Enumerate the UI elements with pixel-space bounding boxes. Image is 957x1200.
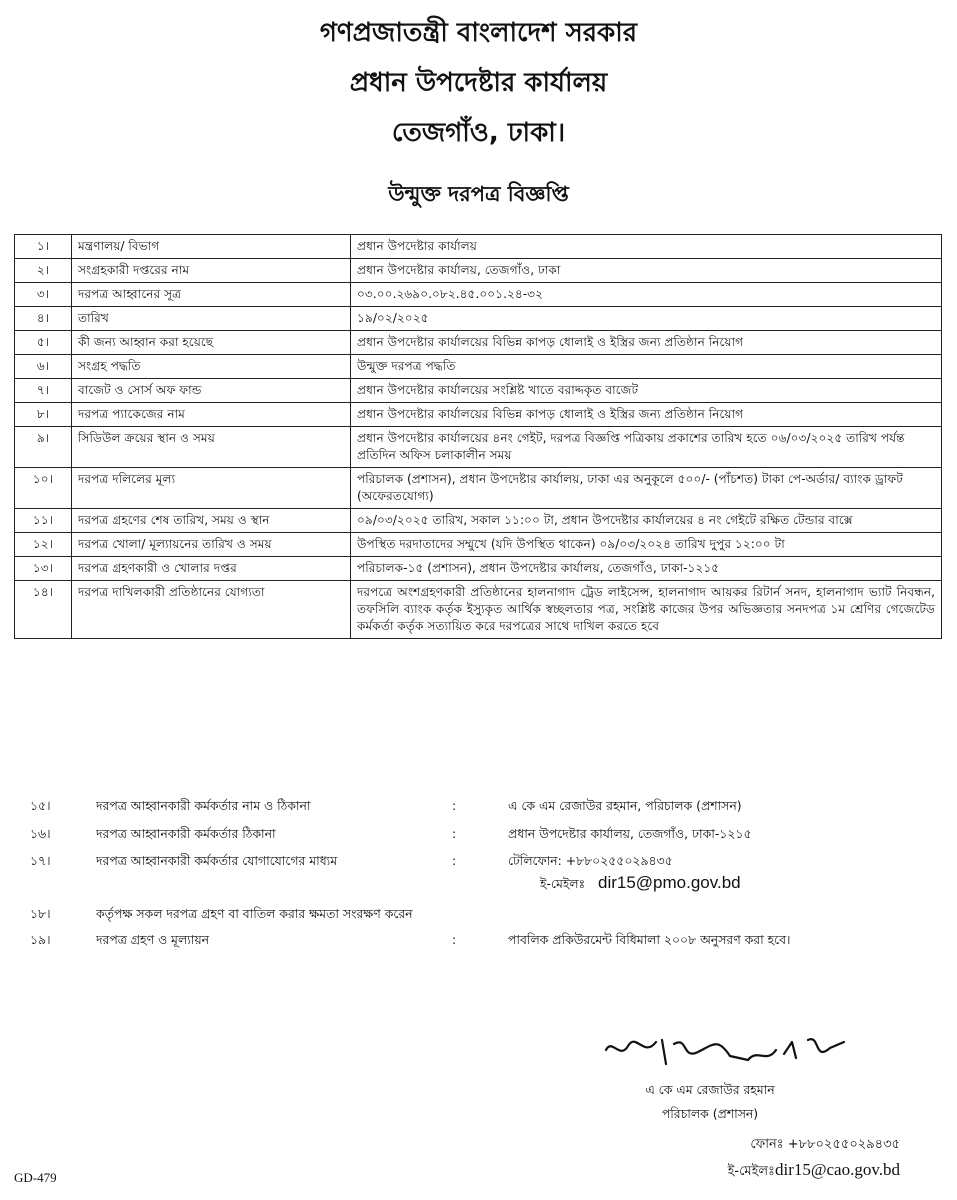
row-value: দরপত্রে অংশগ্রহণকারী প্রতিষ্ঠানের হালনাগাদ ট্রেড লাইসেন্স, হালনাগাদ আয়কর রিটার্ন সনদ, হালনাগাদ ভ্যাট নিবন্ধন, তফসিলি ব্যাংক কর্তৃক ইস্যুকৃত আর্থিক স্বচ্ছলতার পত্র, সংশ্লিষ্ট কাজের উপর অভিজ্ঞতার সনদপত্র ১ম শ্রেণির গেজেটেড কর্মকর্তা কর্তৃক সত্যায়িত করে দরপত্রের সাথে দাখিল করতে হবে	[351, 581, 942, 639]
row-value: উন্মুক্ত দরপত্র পদ্ধতি	[351, 355, 942, 379]
item-value: টেলিফোন: +৮৮০২৫৫০২৯৪৩৫	[508, 853, 673, 868]
item-colon: :	[452, 798, 457, 813]
table-row	[15, 403, 942, 427]
table-row	[15, 557, 942, 581]
row-value: ১৯/০২/২০২৫	[351, 307, 942, 331]
email-link[interactable]: dir15@cao.gov.bd	[774, 1160, 900, 1179]
row-number: ৭।	[15, 379, 72, 403]
row-label: মন্ত্রণালয়/ বিভাগ	[72, 235, 351, 259]
row-label: বাজেট ও সোর্স অফ ফান্ড	[72, 379, 351, 403]
item-label: কর্তৃপক্ষ সকল দরপত্র গ্রহণ বা বাতিল করার ক্ষমতা সংরক্ষণ করেন	[96, 906, 413, 921]
table-row	[15, 468, 942, 509]
table-row	[15, 355, 942, 379]
row-number: ১৩।	[15, 557, 72, 581]
row-number: ২।	[15, 259, 72, 283]
table-row	[15, 427, 942, 468]
row-label: সংগ্রহকারী দপ্তরের নাম	[72, 259, 351, 283]
row-label: দরপত্র দলিলের মূল্য	[72, 468, 351, 509]
item-label: দরপত্র আহ্বানকারী কর্মকর্তার নাম ও ঠিকানা	[96, 798, 311, 813]
row-value: প্রধান উপদেষ্টার কার্যালয়ের বিভিন্ন কাপড় ধোলাই ও ইস্ত্রির জন্য প্রতিষ্ঠান নিয়োগ	[351, 331, 942, 355]
government-title: গণপ্রজাতন্ত্রী বাংলাদেশ সরকার	[319, 18, 638, 48]
row-value: প্রধান উপদেষ্টার কার্যালয়ের বিভিন্ন কাপড় ধোলাই ও ইস্ত্রির জন্য প্রতিষ্ঠান নিয়োগ	[351, 403, 942, 427]
row-label: সিডিউল ক্রয়ের স্থান ও সময়	[72, 427, 351, 468]
item-number: ১৮।	[30, 906, 51, 921]
row-value: ০৩.০০.২৬৯০.০৮২.৪৫.০০১.২৪-৩২	[351, 283, 942, 307]
row-value: ০৯/০৩/২০২৫ তারিখ, সকাল ১১:০০ টা, প্রধান উপদেষ্টার কার্যালয়ের ৪ নং গেইটে রক্ষিত টেন্ডার বাক্সে	[351, 509, 942, 533]
row-number: ১২।	[15, 533, 72, 557]
row-value: পরিচালক (প্রশাসন), প্রধান উপদেষ্টার কার্যালয়, ঢাকা এর অনুকূলে ৫০০/- (পাঁচশত) টাকা পে-অর্ডার/ ব্যাংক ড্রাফট (অফেরতযোগ্য)	[351, 468, 942, 509]
signatory-email	[540, 1160, 900, 1183]
row-label: দরপত্র খোলা/ মূল্যায়নের তারিখ ও সময়	[72, 533, 351, 557]
signatory-designation: পরিচালক (প্রশাসন)	[661, 1106, 759, 1121]
row-label: দরপত্র দাখিলকারী প্রতিষ্ঠানের যোগ্যতা	[72, 581, 351, 639]
email-label: ই-মেইলঃ	[727, 1164, 775, 1179]
item-number: ১৭।	[30, 853, 51, 868]
row-number: ৫।	[15, 331, 72, 355]
tender-details-table	[14, 234, 942, 639]
table-row	[15, 379, 942, 403]
row-value: প্রধান উপদেষ্টার কার্যালয়ের ৪নং গেইট, দরপত্র বিজ্ঞপ্তি পত্রিকায় প্রকাশের তারিখ হতে ০৬/০৩/২০২৫ তারিখ পর্যন্ত প্রতিদিন অফিস চলাকালীন সময়	[351, 427, 942, 468]
row-number: ১০।	[15, 468, 72, 509]
handwritten-signature	[598, 1030, 858, 1074]
item-label: দরপত্র আহ্বানকারী কর্মকর্তার যোগাযোগের মাধ্যম	[96, 853, 338, 868]
table-row	[15, 307, 942, 331]
row-number: ৪।	[15, 307, 72, 331]
row-label: কী জন্য আহ্বান করা হয়েছে	[72, 331, 351, 355]
item-label: দরপত্র আহ্বানকারী কর্মকর্তার ঠিকানা	[96, 826, 276, 841]
row-label: তারিখ	[72, 307, 351, 331]
item-colon: :	[452, 853, 457, 868]
item-value: পাবলিক প্রকিউরমেন্ট বিধিমালা ২০০৮ অনুসরণ করা হবে।	[508, 932, 791, 947]
row-number: ৬।	[15, 355, 72, 379]
row-label: দরপত্র গ্রহণের শেষ তারিখ, সময় ও স্থান	[72, 509, 351, 533]
signatory-phone: ফোনঃ +৮৮০২৫৫০২৯৪৩৫	[750, 1137, 900, 1152]
row-label: দরপত্র গ্রহণকারী ও খোলার দপ্তর	[72, 557, 351, 581]
row-value: প্রধান উপদেষ্টার কার্যালয়	[351, 235, 942, 259]
office-location: তেজগাঁও, ঢাকা।	[391, 118, 566, 148]
row-number: ৮।	[15, 403, 72, 427]
item-number: ১৬।	[30, 826, 51, 841]
row-number: ৯।	[15, 427, 72, 468]
row-label: সংগ্রহ পদ্ধতি	[72, 355, 351, 379]
item-label: দরপত্র গ্রহণ ও মূল্যায়ন	[96, 932, 210, 947]
item-value: প্রধান উপদেষ্টার কার্যালয়, তেজগাঁও, ঢাকা-১২১৫	[508, 826, 752, 841]
table-row	[15, 581, 942, 639]
table-row	[15, 283, 942, 307]
item-number: ১৫।	[30, 798, 51, 813]
signatory-name: এ কে এম রেজাউর রহমান	[645, 1082, 775, 1097]
table-row	[15, 259, 942, 283]
row-number: ৩।	[15, 283, 72, 307]
email-link[interactable]: dir15@pmo.gov.bd	[598, 873, 741, 892]
row-number: ১১।	[15, 509, 72, 533]
row-label: দরপত্র প্যাকেজের নাম	[72, 403, 351, 427]
table-row	[15, 509, 942, 533]
row-value: প্রধান উপদেষ্টার কার্যালয়, তেজগাঁও, ঢাকা	[351, 259, 942, 283]
row-number: ১।	[15, 235, 72, 259]
row-label: দরপত্র আহ্বানের সূত্র	[72, 283, 351, 307]
table-row	[15, 533, 942, 557]
item-colon: :	[452, 932, 457, 947]
item-number: ১৯।	[30, 932, 51, 947]
office-title: প্রধান উপদেষ্টার কার্যালয়	[349, 68, 608, 98]
item-colon: :	[452, 826, 457, 841]
item-value: এ কে এম রেজাউর রহমান, পরিচালক (প্রশাসন)	[508, 798, 742, 813]
row-value: উপস্থিত দরদাতাদের সম্মুখে (যদি উপস্থিত থাকেন) ০৯/০৩/২০২৪ তারিখ দুপুর ১২:০০ টা	[351, 533, 942, 557]
table-row	[15, 235, 942, 259]
row-value: প্রধান উপদেষ্টার কার্যালয়ের সংশ্লিষ্ট খাতে বরাদ্দকৃত বাজেট	[351, 379, 942, 403]
table-row	[15, 331, 942, 355]
email-label: ই-মেইলঃ	[540, 876, 586, 891]
notice-title: উন্মুক্ত দরপত্র বিজ্ঞপ্তি	[388, 182, 569, 206]
row-value: পরিচালক-১৫ (প্রশাসন), প্রধান উপদেষ্টার কার্যালয়, তেজগাঁও, ঢাকা-১২১৫	[351, 557, 942, 581]
document-code: GD-479	[14, 1170, 57, 1185]
row-number: ১৪।	[15, 581, 72, 639]
